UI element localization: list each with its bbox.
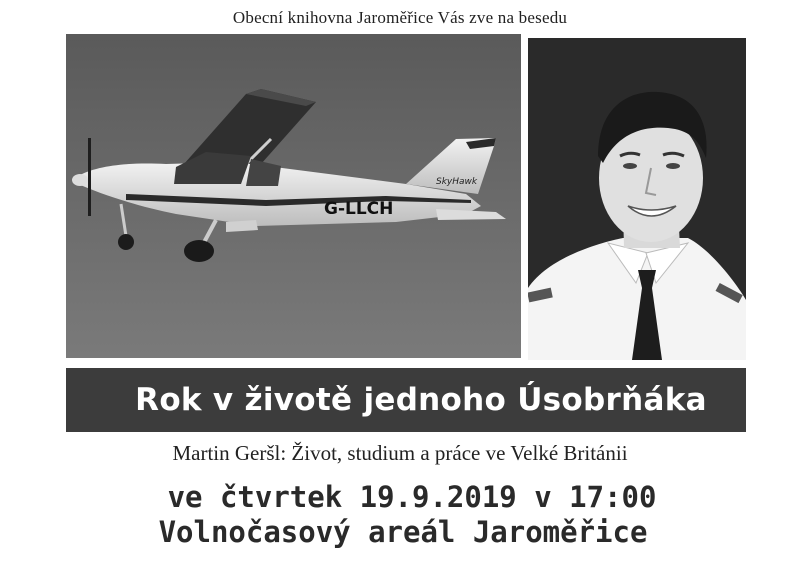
pilot-illustration	[528, 38, 746, 360]
tail-logo: SkyHawk	[436, 177, 478, 187]
airplane-illustration	[66, 34, 521, 358]
event-date-time: ve čtvrtek 19.9.2019 v 17:00	[167, 480, 657, 514]
event-title-banner	[66, 368, 746, 432]
aircraft-registration: G-LLCH	[324, 199, 394, 219]
event-venue: Volnočasový areál Jaroměřice	[158, 515, 648, 549]
airplane-photo	[66, 34, 521, 358]
event-subtitle: Martin Geršl: Život, studium a práce ve Velké Británii	[172, 441, 628, 465]
event-title: Rok v životě jednoho Úsobrňáka	[135, 382, 707, 418]
invitation-header: Obecní knihovna Jaroměřice Vás zve na besedu	[232, 8, 568, 27]
pilot-portrait-photo	[528, 38, 746, 360]
